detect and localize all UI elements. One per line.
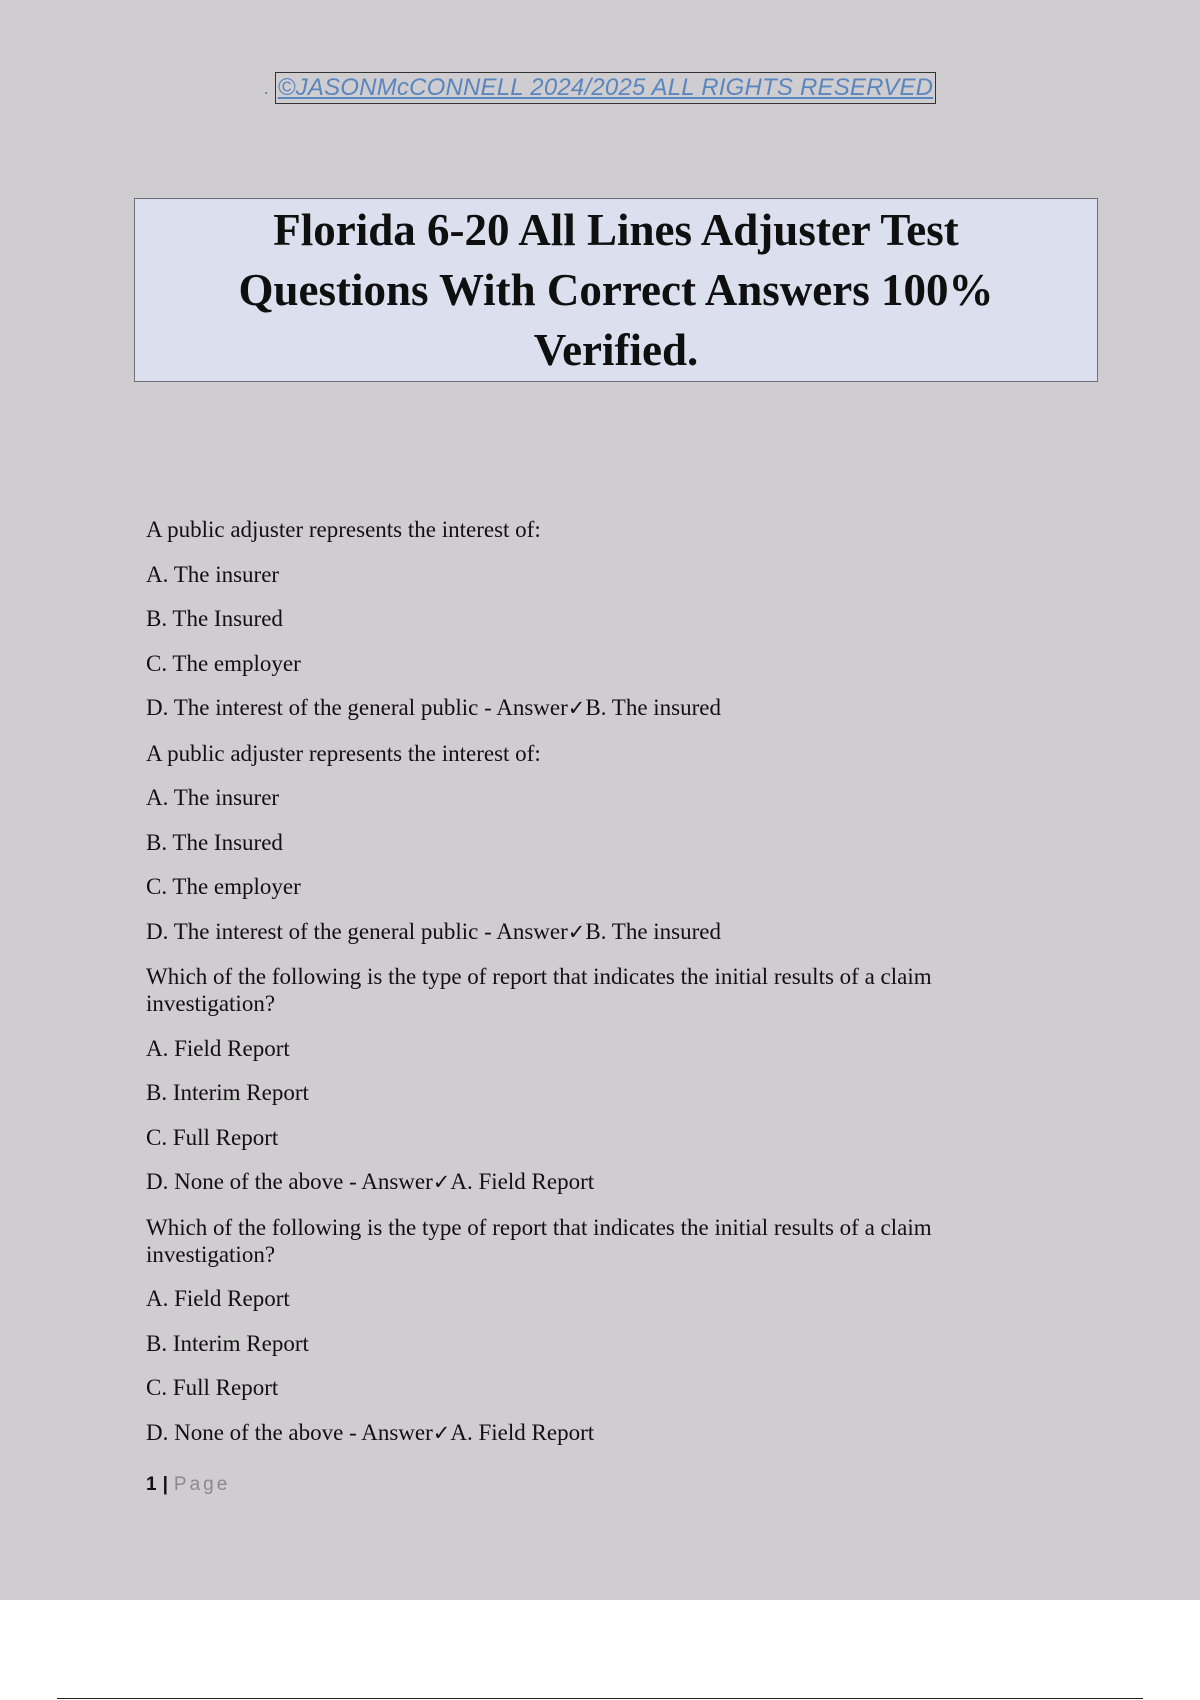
correct-answer: B. The insured [585, 918, 722, 944]
question-text: Which of the following is the type of report that indicates the initial results of a claim investigation? [146, 1214, 932, 1267]
copyright-notice: ©JASONMcCONNELL 2024/2025 ALL RIGHTS RESERVED [275, 72, 936, 104]
correct-answer: B. The insured [585, 695, 722, 720]
option-d: D. The interest of the general public - Answer [146, 695, 568, 720]
option-a: A. The insurer [146, 785, 280, 810]
title-box [134, 198, 1098, 382]
option-a: A. Field Report [146, 1286, 290, 1311]
page-footer [146, 1474, 230, 1496]
option-c: C. Full Report [146, 1124, 279, 1150]
page-label: Page [173, 1474, 231, 1495]
option-a: A. Field Report [146, 1035, 290, 1061]
option-c: C. Full Report [146, 1375, 279, 1400]
question-text: A public adjuster represents the interest of: [146, 740, 541, 766]
option-d: D. None of the above - Answer [146, 1169, 433, 1194]
bottom-divider [57, 1698, 1143, 1699]
option-b: B. The Insured [146, 606, 283, 631]
checkmark-icon: ✓ [432, 1420, 451, 1445]
option-b: B. Interim Report [146, 1330, 309, 1356]
correct-answer: A. Field Report [450, 1419, 595, 1445]
checkmark-icon: ✓ [567, 919, 586, 944]
option-d-with-answer [146, 918, 1046, 946]
question-text: A public adjuster represents the interest of: [146, 517, 541, 542]
option-b: B. Interim Report [146, 1080, 309, 1105]
question-block [146, 740, 1046, 946]
question-block [146, 1214, 1046, 1447]
document-title: Florida 6-20 All Lines Adjuster Test Questions With Correct Answers 100% Verified. [238, 205, 994, 375]
option-b: B. The Insured [146, 829, 283, 855]
question-block [146, 963, 1046, 1196]
option-d-with-answer [146, 1168, 1046, 1196]
option-d: D. None of the above - Answer [146, 1419, 433, 1445]
option-d-with-answer [146, 694, 1046, 722]
option-c: C. The employer [146, 650, 301, 676]
page-number: 1 [146, 1474, 157, 1495]
question-block [146, 516, 1046, 722]
page-header [0, 72, 1200, 104]
checkmark-icon: ✓ [567, 696, 586, 720]
option-d-with-answer [146, 1419, 1046, 1447]
checkmark-icon: ✓ [432, 1170, 451, 1194]
header-dot: . [263, 77, 269, 98]
option-c: C. The employer [146, 874, 301, 899]
option-d: D. The interest of the general public - Answer [146, 918, 568, 944]
correct-answer: A. Field Report [450, 1169, 595, 1194]
option-a: A. The insurer [146, 561, 280, 587]
question-text: Which of the following is the type of report that indicates the initial results of a claim investigation? [146, 964, 932, 1016]
question-list [146, 516, 1046, 1464]
footer-separator: | [162, 1474, 168, 1495]
